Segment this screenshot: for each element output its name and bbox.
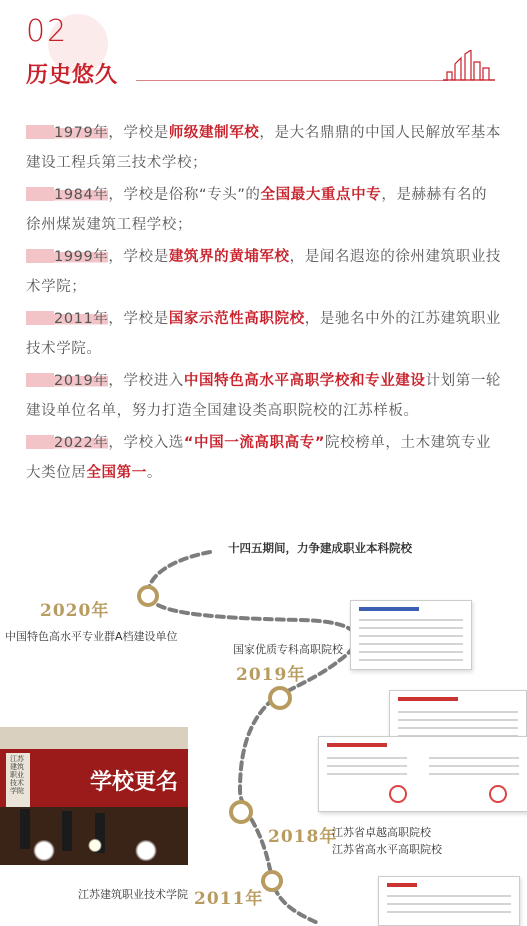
timeline-node-2018 xyxy=(231,802,251,822)
timeline-year-2011: 2011年 xyxy=(194,889,264,909)
history-text: ，学校入选 xyxy=(108,435,184,451)
title-underline xyxy=(136,80,448,81)
certificate-2019-image xyxy=(350,600,472,670)
history-text: ，是闻名遐迩的徐州建筑职业技术学院； xyxy=(26,249,502,295)
history-highlight: “中国一流高职高专” xyxy=(183,435,325,451)
bullet-bar xyxy=(26,125,54,139)
history-highlight: 国家示范性高职院校 xyxy=(168,311,305,327)
timeline-year-2019: 2019年 xyxy=(236,665,306,685)
timeline-year-2020: 2020年 xyxy=(40,601,110,621)
history-year: 1984年 xyxy=(54,187,109,203)
renaming-ceremony-photo xyxy=(0,727,188,865)
timeline-desc-2018-b: 江苏省高水平高职院校 xyxy=(332,843,442,856)
certificate-2018-image-b xyxy=(318,736,527,812)
bullet-bar xyxy=(26,435,54,449)
history-item-1979 xyxy=(26,118,502,178)
history-text: ，是驰名中外的江苏建筑职业技术学院。 xyxy=(26,311,502,357)
history-year: 1999年 xyxy=(54,249,109,265)
history-text: ，学校是 xyxy=(108,311,169,327)
history-item-2011 xyxy=(26,304,502,364)
history-text: 院校榜单，土木建筑专业大类位居 xyxy=(26,435,492,481)
section-number: 02 xyxy=(26,14,69,49)
history-text: ，学校进入 xyxy=(108,373,184,389)
history-text: ，学校是 xyxy=(108,125,169,141)
timeline-desc-2018-a: 江苏省卓越高职院校 xyxy=(332,826,431,839)
history-text: ，学校是 xyxy=(108,249,169,265)
bullet-bar xyxy=(26,187,54,201)
timeline-year-2018: 2018年 xyxy=(268,827,338,847)
timeline-desc-2020: 中国特色高水平专业群A档建设单位 xyxy=(5,630,178,643)
history-highlight: 全国最大重点中专 xyxy=(260,187,382,203)
history-text: ，是大名鼎鼎的中国人民解放军基本建设工程兵第三技术学校； xyxy=(26,125,502,171)
timeline-node-2019 xyxy=(270,688,290,708)
history-highlight: 建筑界的黄埔军校 xyxy=(168,249,290,265)
history-item-2022 xyxy=(26,428,502,488)
history-text: ，是赫赫有名的徐州煤炭建筑工程学校； xyxy=(26,187,488,233)
bullet-bar xyxy=(26,249,54,263)
history-year: 1979年 xyxy=(54,125,109,141)
photo-banner-text: 学校更名 xyxy=(90,770,179,795)
history-item-1999 xyxy=(26,242,502,302)
bullet-bar xyxy=(26,373,54,387)
history-highlight: 全国第一 xyxy=(86,465,147,481)
timeline-node-2011 xyxy=(263,872,281,890)
history-text: ，学校是俗称“专头”的 xyxy=(108,187,261,203)
bullet-bar xyxy=(26,311,54,325)
skyline-icon xyxy=(443,50,495,86)
history-highlight: 师级建制军校 xyxy=(168,125,260,141)
certificate-2011-image xyxy=(378,876,520,926)
history-text: 。 xyxy=(146,465,162,481)
timeline-desc-2019: 国家优质专科高职院校 xyxy=(233,643,343,656)
history-item-2019 xyxy=(26,366,502,426)
timeline-desc-2011: 江苏建筑职业技术学院 xyxy=(78,888,188,901)
timeline-node-2020 xyxy=(139,587,157,605)
history-item-1984 xyxy=(26,180,502,240)
history-highlight: 中国特色高水平高职学校和专业建设 xyxy=(183,373,426,389)
section-title: 历史悠久 xyxy=(26,63,119,88)
history-text: 计划第一轮建设单位名单，努力打造全国建设类高职院校的江苏样板。 xyxy=(26,373,502,419)
photo-sign-text: 江苏建筑职业技术学院 xyxy=(10,755,24,795)
timeline-goal: 十四五期间，力争建成职业本科院校 xyxy=(228,541,412,555)
history-year: 2022年 xyxy=(54,435,109,451)
history-year: 2019年 xyxy=(54,373,109,389)
history-year: 2011年 xyxy=(54,311,109,327)
